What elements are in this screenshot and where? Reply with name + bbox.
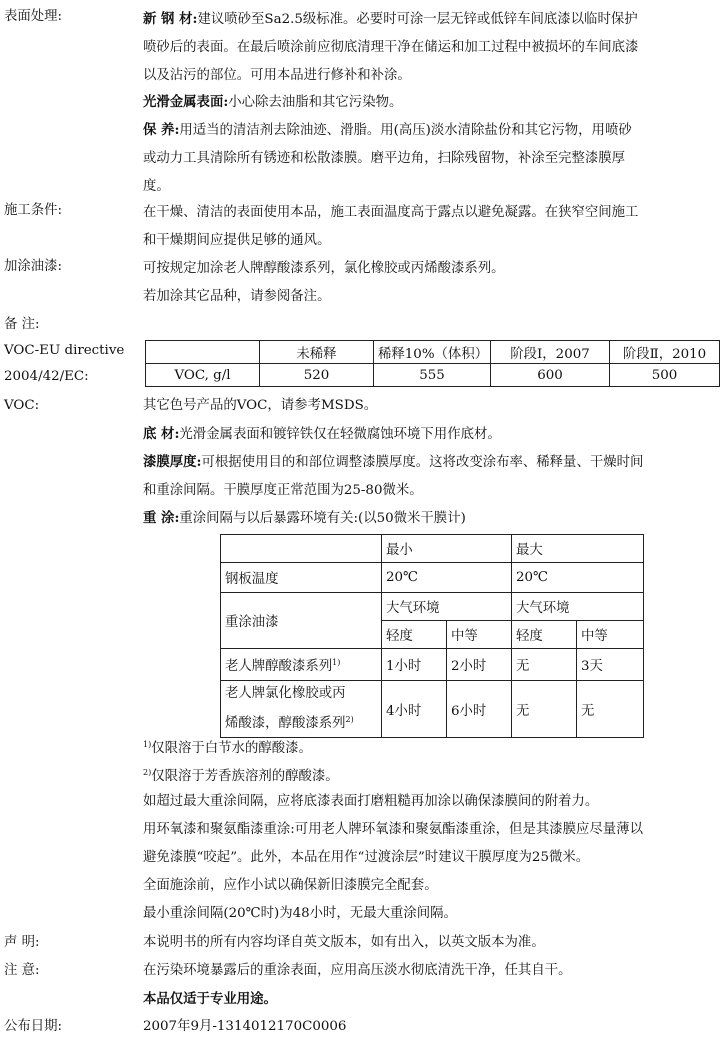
para-epoxy: 用环氧漆和聚氨酯漆重涂:可用老人牌环氧漆和聚氨酯漆重涂，但是其漆膜应尽量薄以 避免漆膜“咬起”。此外，本品在用作“过渡涂层”时建议干膜厚度为25微米。 [143, 822, 643, 865]
table-row: 钢板温度 20℃ 20℃ [221, 563, 644, 593]
topcoat-text: 可按规定加涂老人牌醇酸漆系列，氯化橡胶或丙烯酸漆系列。 若加涂其它品种，请参阅备注。 [143, 261, 505, 304]
recoat-interval-table [220, 534, 644, 738]
steel-head: 新 钢 材: [143, 11, 198, 27]
table-row: 未稀释 稀释10%（体积） 阶段Ⅰ，2007 阶段Ⅱ，2010 [146, 341, 720, 364]
substrate-text: 底 材:光滑金属表面和镀锌铁仅在轻微腐蚀环境下用作底材。 [143, 426, 501, 442]
label-voc: VOC: [4, 398, 40, 413]
surface-prep-maintenance: 保 养:用适当的清洁剂去除油迹、滑脂。用(高压)淡水清除盐份和其它污物，用喷砂 或动力工具清除所有锈迹和松散漆膜。磨平边角，扫除残留物，补涂至完整漆膜厚 度。 [143, 122, 632, 194]
footnote-2: $^{2)}$仅限溶于芳香族溶剂的醇酸漆。 [143, 768, 339, 784]
surface-prep-steel: 新 钢 材:建议喷砂至Sa2.5级标准。必要时可涂一层无锌或低锌车间底漆以临时保护 喷砂后的表面。在最后喷涂前应彻底清理干净在储运和加工过程中被损坏的车间底漆 以及沾污的部位。可用本品进行修补和补涂。 [143, 11, 639, 83]
professional-use: 本品仅适于专业用途。 [143, 991, 277, 1007]
label-topcoat: 加涂油漆: [4, 259, 63, 274]
publish-text: 2007年9月-1314012170C0006 [143, 1019, 347, 1034]
conditions-text: 在干燥、清洁的表面使用本品，施工表面温度高于露点以避免凝露。在狭窄空间施工 和干燥期间应提供足够的通风。 [143, 205, 639, 248]
voc-eu-table [145, 340, 720, 387]
table-row: 轻度 中等 轻度 中等 [221, 621, 644, 649]
thickness-text: 漆膜厚度:可根据使用目的和部位调整漆膜厚度。这将改变涂布率、稀释量、干燥时间 和重涂间隔。干膜厚度正常范围为25-80微米。 [143, 454, 644, 498]
footnote-1: $^{1)}$仅限溶于白节水的醇酸漆。 [143, 740, 312, 756]
table-row: 最小 最大 [221, 535, 644, 563]
label-publish-date: 公布日期: [4, 1019, 63, 1034]
label-conditions: 施工条件: [4, 203, 63, 218]
statement-text: 本说明书的所有内容均译自英文版本，如有出入，以英文版本为准。 [143, 935, 545, 950]
label-voc-eu-1: VOC-EU directive [4, 343, 125, 358]
caution-text: 在污染环境暴露后的重涂表面，应用高压淡水彻底清洗干净，任其自干。 [143, 963, 572, 978]
para-exceed: 如超过最大重涂间隔，应将底漆表面打磨粗糙再加涂以确保漆膜间的附着力。 [143, 794, 599, 809]
label-voc-eu-2: 2004/42/EC: [4, 369, 89, 384]
surface-prep-smooth: 光滑金属表面:小心除去油脂和其它污染物。 [143, 94, 403, 110]
recoat-text: 重 涂:重涂间隔与以后暴露环境有关:(以50微米干膜计) [143, 510, 466, 526]
label-caution: 注 意: [4, 963, 40, 978]
voc-text: 其它色号产品的VOC，请参考MSDS。 [143, 398, 378, 413]
table-row: 老人牌氯化橡胶或丙 烯酸漆，醇酸漆系列$^{2)}$ 4小时 6小时 无 无 [221, 681, 644, 738]
table-row: 老人牌醇酸漆系列$^{1)}$ 1小时 2小时 无 3天 [221, 649, 644, 681]
label-statement: 声 明: [4, 935, 40, 950]
para-min-interval: 最小重涂间隔(20℃时)为48小时，无最大重涂间隔。 [143, 906, 457, 921]
para-trial: 全面施涂前，应作小试以确保新旧漆膜完全配套。 [143, 878, 438, 893]
table-row: 重涂油漆 大气环境 大气环境 [221, 593, 644, 621]
label-notes: 备 注: [4, 317, 40, 332]
table-row: VOC, g/l 520 555 600 500 [146, 364, 720, 387]
label-surface-prep: 表面处理: [4, 9, 63, 24]
